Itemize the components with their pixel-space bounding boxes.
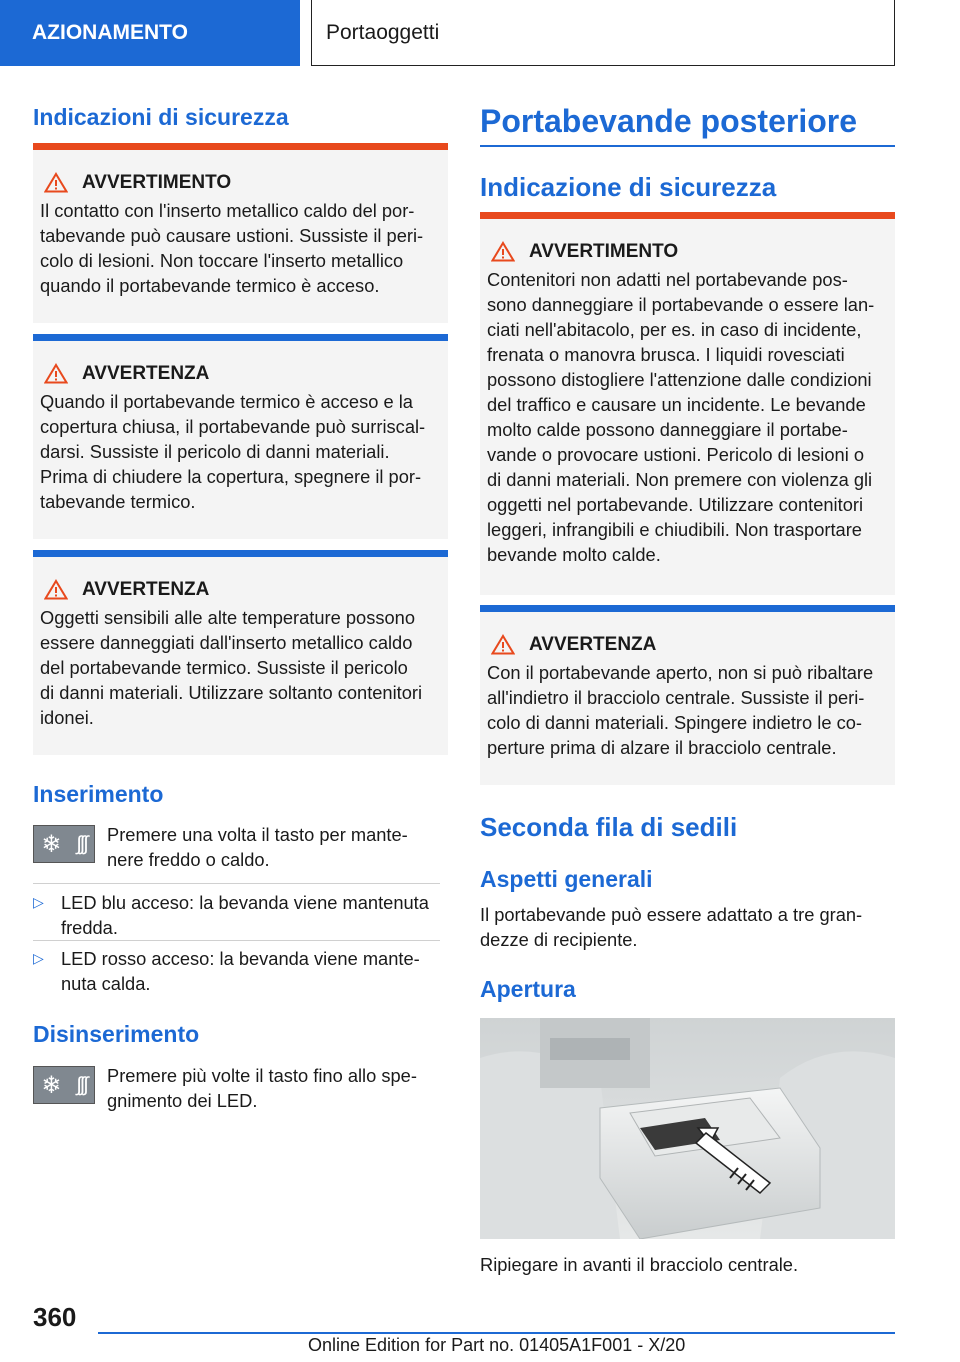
cupholder-button-icon xyxy=(33,825,95,863)
right-safety-title: Indicazione di sicurezza xyxy=(480,172,777,202)
warning-line: di danni materiali. Non premere con violenza gli xyxy=(487,469,873,490)
warning-line: bevande molto calde. xyxy=(487,544,661,565)
warning-line: ciati nell'abitacolo, per es. in caso di incidente, xyxy=(487,319,862,340)
warning-line: quando il portabevande termico è acceso. xyxy=(40,275,380,296)
snowflake-icon: ❄ xyxy=(41,830,62,858)
warning-line: di danni materiali. Utilizzare soltanto contenitori xyxy=(40,682,423,703)
warning-line: Con il portabevande aperto, non si può ribaltare xyxy=(487,662,874,683)
warning-triangle-icon xyxy=(491,241,515,262)
general-title: Aspetti generali xyxy=(480,866,653,892)
page-number: 360 xyxy=(33,1302,77,1332)
bullet-line-text: nuta calda. xyxy=(61,973,151,994)
warning-level: AVVERTENZA xyxy=(82,579,210,600)
bullet-triangle-icon: ▷ xyxy=(33,950,44,966)
warning-level: AVVERTENZA xyxy=(529,634,657,655)
insert-title: Inserimento xyxy=(33,781,164,807)
warning-line: idonei. xyxy=(40,707,94,728)
section-tab xyxy=(0,0,300,66)
warning-line: sono danneggiare il portabevande o essere lan- xyxy=(487,294,875,315)
insert-text xyxy=(107,822,408,872)
left-safety-title: Indicazioni di sicurezza xyxy=(33,104,289,130)
notice-bar xyxy=(33,550,448,557)
list-item xyxy=(33,946,443,996)
warning-line: Prima di chiudere la copertura, spegnere il por- xyxy=(40,466,422,487)
warning-line: oggetti nel portabevande. Utilizzare contenitori xyxy=(487,494,864,515)
warning-line: tabevande può causare ustioni. Sussiste il peri- xyxy=(40,225,424,246)
photo-caption: Ripiegare in avanti il bracciolo centrale. xyxy=(480,1254,799,1275)
notice-bar xyxy=(480,605,895,612)
notice-bar xyxy=(33,334,448,341)
chapter-label: Portaoggetti xyxy=(326,20,440,44)
warning-bar xyxy=(33,143,448,150)
warning-level: AVVERTIMENTO xyxy=(529,241,679,262)
bullet-line-text: LED rosso acceso: la bevanda viene mante- xyxy=(61,948,420,969)
cupholder-button-icon xyxy=(33,1066,95,1104)
armrest-illustration xyxy=(480,1018,895,1239)
footer-rule xyxy=(98,1332,895,1334)
warning-line: frenata o manovra brusca. I liquidi rovesciati xyxy=(487,344,845,365)
insert-line: nere freddo o caldo. xyxy=(107,849,270,870)
divider xyxy=(33,883,440,884)
warning-line: perture prima di alzare il bracciolo centrale. xyxy=(487,737,837,758)
disable-line: gnimento dei LED. xyxy=(107,1090,258,1111)
warning-line: vande o provocare ustioni. Pericolo di lesioni o xyxy=(487,444,865,465)
warning-triangle-icon xyxy=(491,634,515,655)
warning-bar xyxy=(480,212,895,219)
main-title: Portabevande posteriore xyxy=(480,103,857,139)
warning-line: Il contatto con l'inserto metallico caldo del por- xyxy=(40,200,415,221)
disable-line: Premere più volte il tasto fino allo spe- xyxy=(107,1065,417,1086)
warning-line: copertura chiusa, il portabevande può surriscal- xyxy=(40,416,426,437)
chapter-tab xyxy=(311,0,895,66)
warning-line: darsi. Sussiste il pericolo di danni materiali. xyxy=(40,441,390,462)
warning-line: all'indietro il bracciolo centrale. Sussiste il peri- xyxy=(487,687,865,708)
general-line: Il portabevande può essere adattato a tre gran- xyxy=(480,904,863,925)
bullet-triangle-icon: ▷ xyxy=(33,894,44,910)
disable-title: Disinserimento xyxy=(33,1021,200,1047)
warning-box-4 xyxy=(480,212,895,595)
warning-line: del traffico e causare un incidente. Le bevande xyxy=(487,394,866,415)
warning-box-2 xyxy=(33,334,448,539)
warning-triangle-icon xyxy=(44,172,68,193)
warning-box-1 xyxy=(33,143,448,323)
insert-line: Premere una volta il tasto per mante- xyxy=(107,824,408,845)
row-title: Seconda fila di sedili xyxy=(480,812,738,842)
warning-line: tabevande termico. xyxy=(40,491,196,512)
snowflake-icon: ❄ xyxy=(41,1071,62,1099)
warning-line: colo di lesioni. Non toccare l'inserto metallico xyxy=(40,250,404,271)
general-line: dezze di recipiente. xyxy=(480,929,638,950)
edition-text: Online Edition for Part no. 01405A1F001 - X/20 xyxy=(308,1335,686,1355)
warning-line: leggeri, infrangibili e chiudibili. Non trasportare xyxy=(487,519,862,540)
warning-line: molto calde possono danneggiare il portabe- xyxy=(487,419,848,440)
bullet-line-text: fredda. xyxy=(61,917,118,938)
bullet-line-text: LED blu acceso: la bevanda viene mantenuta xyxy=(61,892,429,913)
warning-line: colo di danni materiali. Spingere indietro le co- xyxy=(487,712,862,733)
disable-text xyxy=(107,1063,417,1113)
opening-title: Apertura xyxy=(480,976,576,1002)
title-rule xyxy=(480,145,895,147)
heat-waves-icon: ∫∫∫ xyxy=(76,832,87,855)
divider xyxy=(33,940,440,941)
warning-line: del portabevande termico. Sussiste il pericolo xyxy=(40,657,408,678)
warning-line: Contenitori non adatti nel portabevande pos- xyxy=(487,269,848,290)
warning-box-3 xyxy=(33,550,448,755)
warning-level: AVVERTENZA xyxy=(82,363,210,384)
heat-waves-icon: ∫∫∫ xyxy=(76,1073,87,1096)
warning-triangle-icon xyxy=(44,363,68,384)
section-label: AZIONAMENTO xyxy=(32,21,188,44)
warning-box-5 xyxy=(480,605,895,785)
warning-level: AVVERTIMENTO xyxy=(82,172,232,193)
general-text xyxy=(480,902,862,952)
warning-line: possono distogliere l'attenzione dalle condizioni xyxy=(487,369,872,390)
warning-line: essere danneggiati dall'inserto metallico caldo xyxy=(40,632,413,653)
list-item xyxy=(33,890,443,940)
warning-triangle-icon xyxy=(44,579,68,600)
warning-line: Oggetti sensibili alle alte temperature possono xyxy=(40,607,415,628)
warning-line: Quando il portabevande termico è acceso e la xyxy=(40,391,413,412)
